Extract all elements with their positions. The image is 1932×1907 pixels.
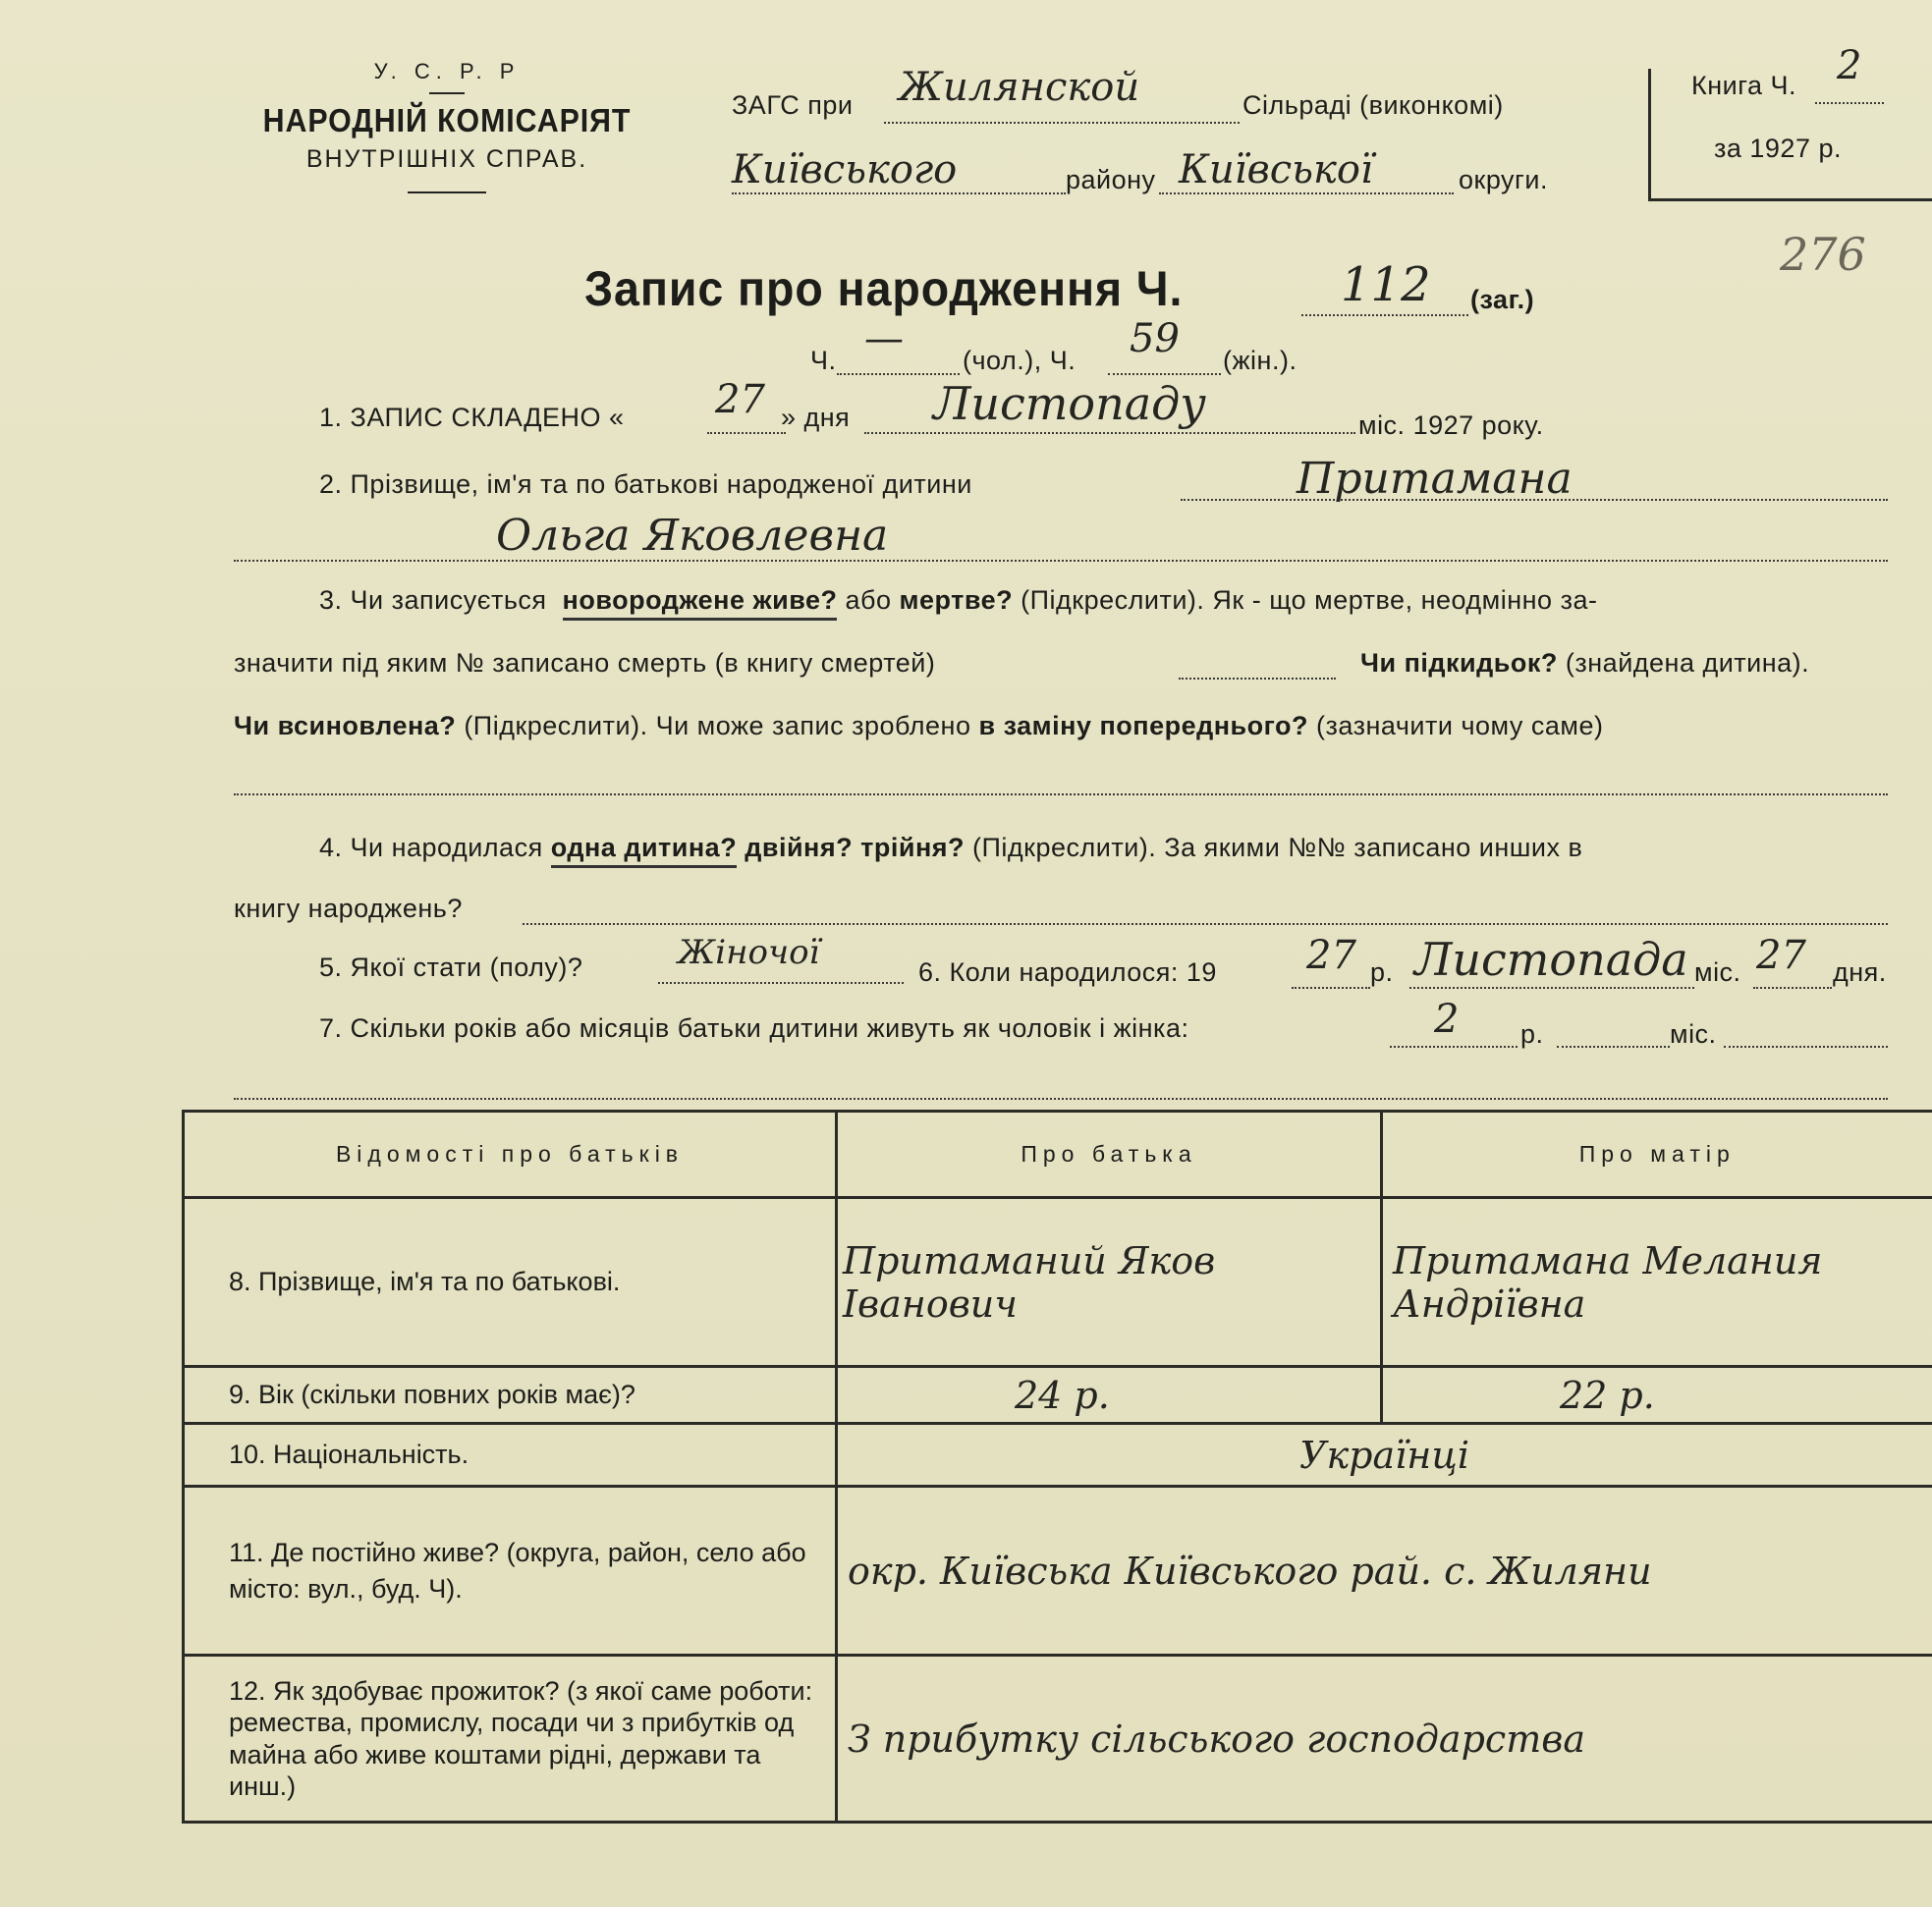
- council-handwritten: Жилянской: [899, 65, 1140, 110]
- record-suffix: (заг.): [1470, 285, 1535, 314]
- ussr-label: У. С. Р. Р: [373, 59, 521, 83]
- item3-text-line3: [234, 711, 1603, 741]
- fill-line: [658, 982, 904, 984]
- sub-number-prefix: Ч.: [810, 346, 837, 375]
- book-number-handwritten: 2: [1837, 43, 1862, 88]
- birth-year-handwritten: 27: [1306, 933, 1356, 978]
- council-suffix: Сільраді (виконкомі): [1242, 90, 1504, 120]
- item3-death-text: значити під яким № записано смерть (в книгу смертей): [234, 648, 936, 678]
- father-name-handwritten: Притаманий Яков Іванович: [837, 1198, 1382, 1367]
- fill-line: [1179, 678, 1336, 680]
- triplets-option: трійня?: [860, 833, 966, 862]
- commissariat-label: НАРОДНІЙ КОМІСАРІЯТ: [262, 102, 632, 138]
- item7-label: 7. Скільки років або місяців батьки дитини живуть як чоловік і жінка:: [319, 1013, 1189, 1043]
- fill-line: [837, 373, 960, 375]
- table-row: [184, 1487, 1932, 1656]
- fill-line: [884, 122, 1240, 124]
- fill-line: [1753, 987, 1832, 989]
- one-child-option: одна дитина?: [551, 833, 737, 868]
- book-year: за 1927 р.: [1714, 134, 1842, 163]
- fill-line: [1409, 987, 1694, 989]
- sex-handwritten: Жіночої: [678, 933, 820, 972]
- item5-label: 5. Якої стати (полу)?: [319, 953, 583, 982]
- fill-line: [234, 560, 1888, 562]
- district-label: району: [1066, 165, 1156, 194]
- item1-day-label: » дня: [781, 403, 851, 432]
- item3-foundling-line: [1360, 648, 1809, 679]
- replace-note: (зазначити чому саме): [1316, 711, 1604, 740]
- fill-line: [1301, 314, 1468, 316]
- table-row: [184, 1656, 1932, 1823]
- birth-day-handwritten: 27: [1756, 933, 1806, 978]
- birth-r-label: р.: [1370, 957, 1394, 987]
- marriage-years-handwritten: 2: [1434, 997, 1460, 1042]
- table-row: [184, 1198, 1932, 1367]
- fill-line: [234, 793, 1888, 795]
- column-header: Про матір: [1382, 1112, 1932, 1198]
- birth-month-handwritten: Листопада: [1414, 933, 1688, 986]
- foundling-option: Чи підкидьок?: [1360, 648, 1558, 678]
- table-row: [184, 1424, 1932, 1487]
- row-label: 10. Національність.: [184, 1424, 837, 1487]
- record-number-handwritten: 112: [1341, 257, 1431, 312]
- fill-line: [523, 923, 1888, 925]
- issuer-header: [241, 59, 653, 193]
- birth-dnia-label: дня.: [1833, 957, 1887, 987]
- item4-text-line2: книгу народжень?: [234, 894, 463, 923]
- adopted-option: Чи всиновлена?: [234, 711, 457, 740]
- item3-num: 3. Чи записується: [319, 585, 547, 615]
- male-number-handwritten: —: [864, 316, 904, 361]
- okrug-handwritten: Київської: [1179, 147, 1373, 192]
- replace-option: в заміну попереднього?: [978, 711, 1309, 740]
- foundling-note: (знайдена дитина).: [1565, 648, 1810, 678]
- fill-line: [1557, 1046, 1670, 1048]
- adopted-note: (Підкреслити). Чи може запис зроблено: [464, 711, 971, 740]
- row-label: 11. Де постійно живе? (округа, район, село або місто: вул., буд. Ч).: [184, 1487, 837, 1656]
- row-label: 12. Як здобуває прожиток? (з якої саме роботи: ремества, промислу, посади чи з прибутків од майна або живе коштами рідні, держави та инш.): [184, 1656, 837, 1823]
- row-label: 9. Вік (скільки повних років має)?: [184, 1367, 837, 1424]
- item4-num: 4. Чи народилася: [319, 833, 543, 862]
- parents-table: [182, 1110, 1932, 1824]
- fill-line: [234, 1098, 1888, 1100]
- column-header: Про батька: [837, 1112, 1382, 1198]
- fill-line: [1724, 1046, 1888, 1048]
- item1-label: 1. ЗАПИС СКЛАДЕНО «: [319, 403, 625, 432]
- birth-date-label: 6. Коли народилося: 19: [918, 957, 1217, 987]
- column-header: Відомості про батьків: [184, 1112, 837, 1198]
- district-handwritten: Київського: [732, 147, 958, 192]
- fill-line: [1390, 1046, 1518, 1048]
- archive-mark: 276: [1780, 228, 1866, 281]
- item1-month-handwritten: Листопаду: [933, 377, 1206, 430]
- fill-line: [1159, 192, 1454, 194]
- zags-prefix: ЗАГС при: [732, 90, 854, 120]
- child-surname-handwritten: Притамана: [1297, 454, 1573, 504]
- male-label: (чол.), Ч.: [963, 346, 1076, 375]
- item3-text-line1: [319, 585, 1597, 616]
- fill-line: [732, 192, 1066, 194]
- internal-affairs-label: ВНУТРІШНІХ СПРАВ.: [305, 145, 588, 173]
- item1-day-handwritten: 27: [715, 377, 765, 422]
- twins-option: двійня?: [745, 833, 854, 862]
- or-label: або: [845, 585, 892, 615]
- female-number-handwritten: 59: [1130, 316, 1180, 361]
- fill-line: [1292, 987, 1370, 989]
- fill-line: [707, 432, 786, 434]
- alive-option: новороджене живе?: [563, 585, 838, 621]
- fill-line: [864, 432, 1355, 434]
- dead-option: мертве?: [899, 585, 1014, 615]
- table-header-row: [184, 1112, 1932, 1198]
- divider: [408, 191, 486, 193]
- child-name-handwritten: Ольга Яковлевна: [496, 511, 889, 561]
- father-age-handwritten: 24 р.: [837, 1367, 1382, 1424]
- item4-rest: (Підкреслити). За якими №№ записано инших в: [972, 833, 1583, 862]
- item7-mis-label: міс.: [1670, 1019, 1717, 1049]
- fill-line: [1815, 102, 1884, 104]
- item3-text-line2: [234, 648, 935, 679]
- item7-r-label: р.: [1520, 1019, 1544, 1049]
- okrug-label: округи.: [1459, 165, 1548, 194]
- female-label: (жін.).: [1223, 346, 1297, 375]
- fill-line: [1108, 373, 1221, 375]
- record-title: Запис про народження Ч.: [584, 261, 1184, 316]
- item2-label: 2. Прізвище, ім'я та по батькові народженої дитини: [319, 469, 972, 499]
- row-label: 8. Прізвище, ім'я та по батькові.: [184, 1198, 837, 1367]
- mother-age-handwritten: 22 р.: [1382, 1367, 1932, 1424]
- mother-name-handwritten: Притамана Мелания Андріївна: [1382, 1198, 1932, 1367]
- livelihood-handwritten: З прибутку сільського господарства: [837, 1656, 1932, 1823]
- table-row: [184, 1367, 1932, 1424]
- nationality-handwritten: Українці: [837, 1424, 1932, 1487]
- item4-text-line1: [319, 833, 1582, 863]
- divider: [429, 92, 465, 94]
- item1-year-label: міс. 1927 року.: [1358, 410, 1544, 440]
- book-label: Книга Ч.: [1691, 71, 1796, 100]
- birth-mis-label: міс.: [1694, 957, 1741, 987]
- item3-rest: (Підкреслити). Як - що мертве, неодмінно за-: [1021, 585, 1598, 615]
- residence-handwritten: окр. Київська Київського рай. с. Жиляни: [837, 1487, 1932, 1656]
